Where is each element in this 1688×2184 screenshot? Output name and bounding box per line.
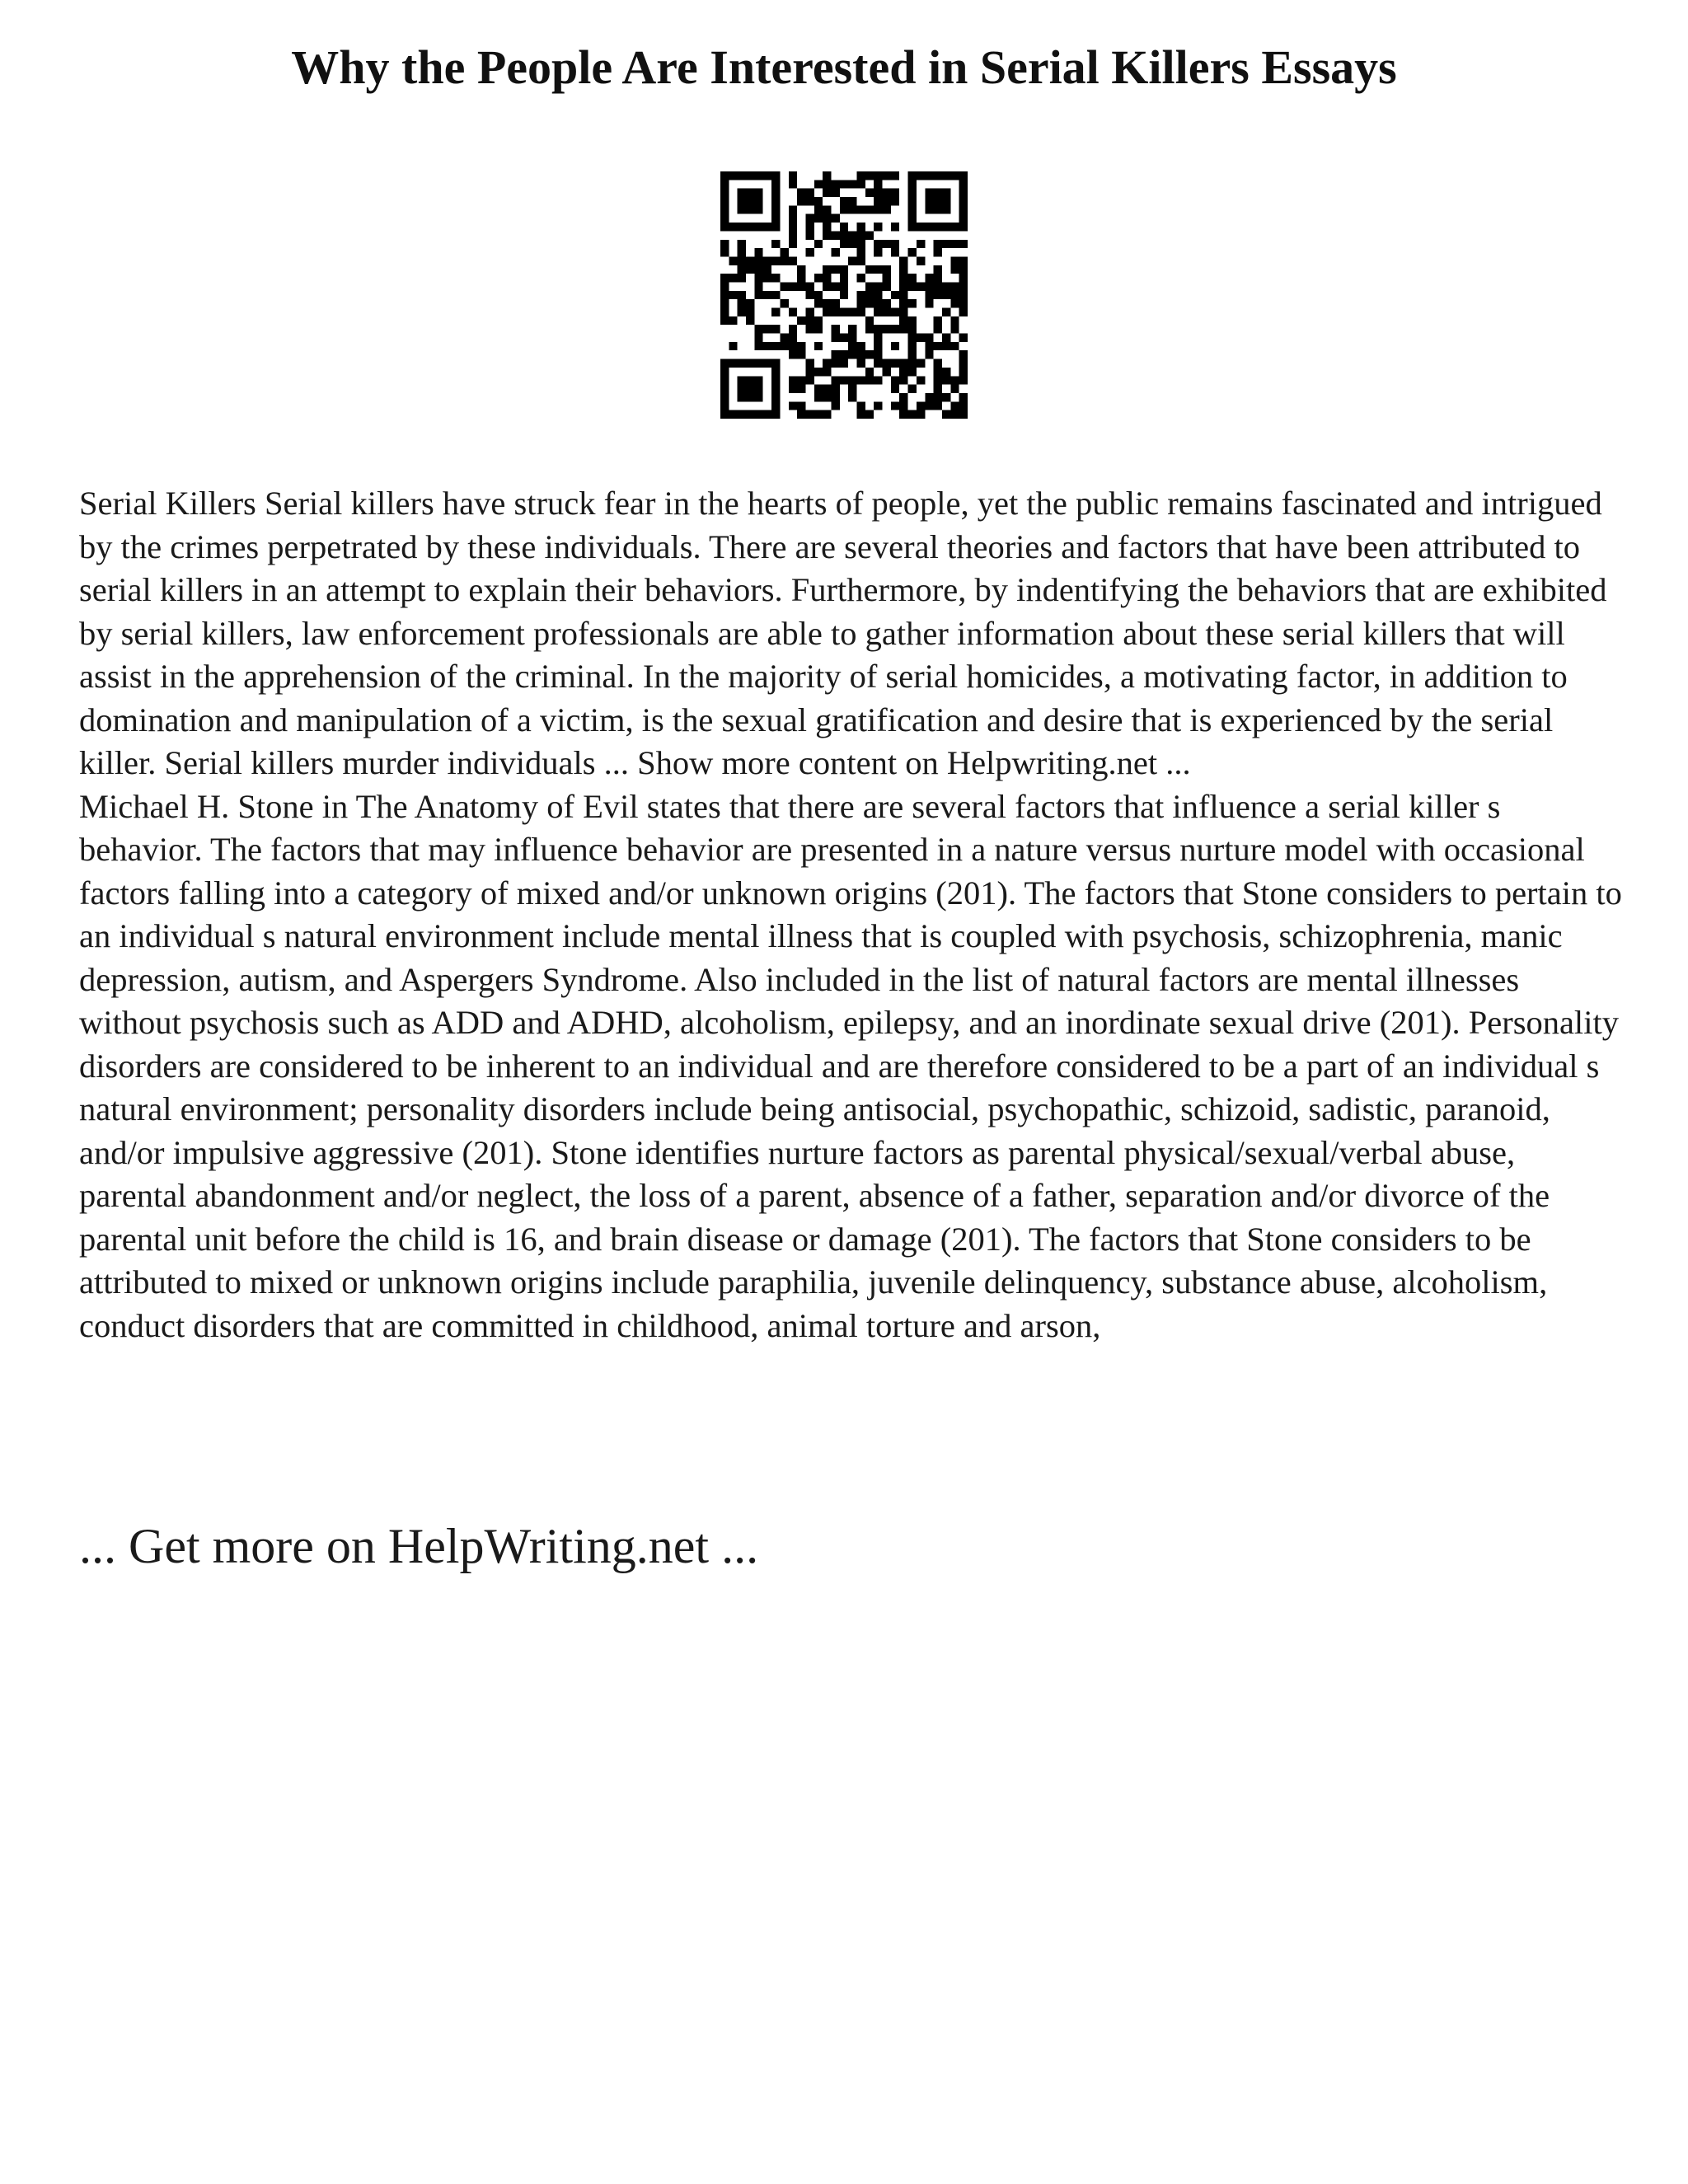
qr-code [720, 171, 968, 419]
essay-body [79, 482, 1629, 1347]
get-more-link[interactable]: ... Get more on HelpWriting.net ... [79, 1519, 759, 1573]
page-title: Why the People Are Interested in Serial Killers Essays [291, 40, 1397, 94]
qr-code-image [720, 171, 968, 419]
paragraph: Serial Killers Serial killers have struck fear in the hearts of people, yet the public remains fascinated and intrigued by the crimes perpetrated by these individuals. There are several theories and factors that have been attributed to serial killers in an attempt to explain their behaviors. Furthermore, by indentifying the behaviors that are exhibited by serial killers, law enforcement professionals are able to gather information about these serial killers that will assist in the apprehension of the criminal. In the majority of serial homicides, a motivating factor, in addition to domination and manipulation of a victim, is the sexual gratification and desire that is experienced by the serial killer. Serial killers murder individuals ... Show more content on Helpwriting.net ... [79, 485, 1607, 781]
paragraph: Michael H. Stone in The Anatomy of Evil states that there are several factors that influence a serial killer s behavior. The factors that may influence behavior are presented in a nature versus nurture model with occasional factors falling into a category of mixed and/or unknown origins (201). The factors that Stone considers to pertain to an individual s natural environment include mental illness that is coupled with psychosis, schizophrenia, manic depression, autism, and Aspergers Syndrome. Also included in the list of natural factors are mental illnesses without psychosis such as ADD and ADHD, alcoholism, epilepsy, and an inordinate sexual drive (201). Personality disorders are considered to be inherent to an individual and are therefore considered to be a part of an individual s natural environment; personality disorders include being antisocial, psychopathic, schizoid, sadistic, paranoid, and/or impulsive aggressive (201). Stone identifies nurture factors as parental physical/sexual/verbal abuse, parental abandonment and/or neglect, the loss of a parent, absence of a father, separation and/or divorce of the parental unit before the child is 16, and brain disease or damage (201). The factors that Stone considers to be attributed to mixed or unknown origins include paraphilia, juvenile delinquency, substance abuse, alcoholism, conduct disorders that are committed in childhood, animal torture and arson, [79, 787, 1622, 1344]
